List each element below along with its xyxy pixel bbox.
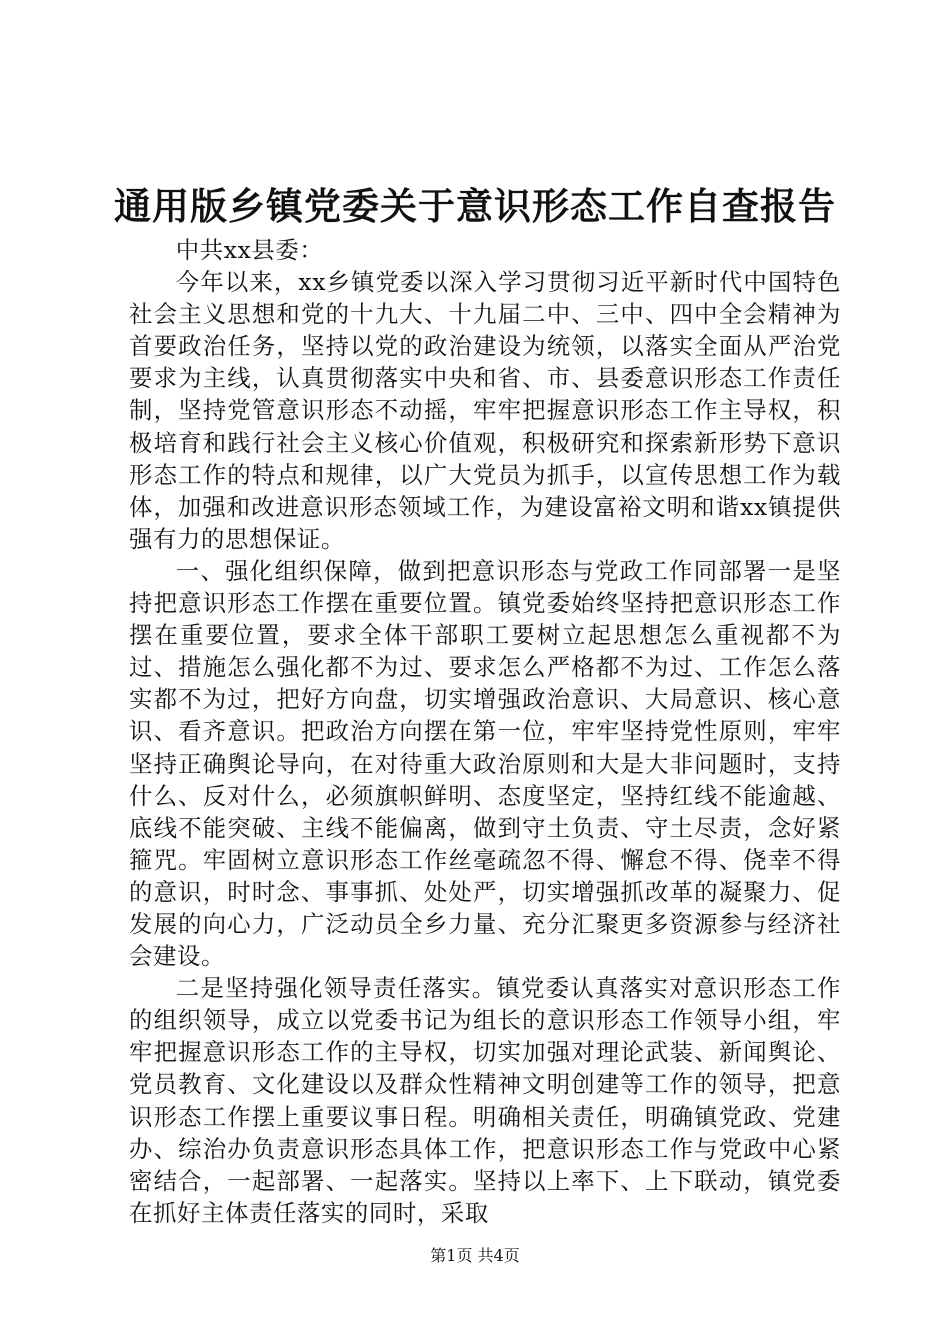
paragraph-intro: 今年以来，xx乡镇党委以深入学习贯彻习近平新时代中国特色社会主义思想和党的十九大、十九届二中、三中、四中全会精神为首要政治任务，坚持以党的政治建设为统领，以落实全面从严治党要求为主线，认真贯彻落实中央和省、市、县委意识形态工作责任制，坚持党管意识形态不动摇，牢牢把握意识形态工作主导权，积极培育和践行社会主义核心价值观，积极研究和探索新形势下意识形态工作的特点和规律，以广大党员为抓手，以宣传思想工作为载体，加强和改进意识形态领域工作，为建设富裕文明和谐xx镇提供强有力的思想保证。 xyxy=(129,268,841,553)
salutation: 中共xx县委： xyxy=(175,236,324,264)
paragraph-section-one: 一、强化组织保障，做到把意识形态与党政工作同部署一是坚持把意识形态工作摆在重要位置。镇党委始终坚持把意识形态工作摆在重要位置，要求全体干部职工要树立起思想怎么重视都不为过、措施怎么强化都不为过、要求怎么严格都不为过、工作怎么落实都不为过，把好方向盘，切实增强政治意识、大局意识、核心意识、看齐意识。把政治方向摆在第一位，牢牢坚持党性原则，牢牢坚持正确舆论导向，在对待重大政治原则和大是大非问题时，支持什么、反对什么，必须旗帜鲜明、态度坚定，坚持红线不能逾越、底线不能突破、主线不能偏离，做到守土负责、守土尽责，念好紧箍咒。牢固树立意识形态工作丝毫疏忽不得、懈怠不得、侥幸不得的意识，时时念、事事抓、处处严，切实增强抓改革的凝聚力、促发展的向心力，广泛动员全乡力量、充分汇聚更多资源参与经济社会建设。 xyxy=(129,556,841,971)
paragraph-section-two: 二是坚持强化领导责任落实。镇党委认真落实对意识形态工作的组织领导，成立以党委书记为组长的意识形态工作领导小组，牢牢把握意识形态工作的主导权，切实加强对理论武装、新闻舆论、党员教育、文化建设以及群众性精神文明创建等工作的领导，把意识形态工作摆上重要议事日程。明确相关责任，明确镇党政、党建办、综治办负责意识形态具体工作，把意识形态工作与党政中心紧密结合，一起部署、一起落实。坚持以上率下、上下联动，镇党委在抓好主体责任落实的同时，采取 xyxy=(129,974,841,1227)
page-footer: 第1页 共4页 xyxy=(430,1246,520,1265)
document-body xyxy=(129,234,841,1229)
document-title: 通用版乡镇党委关于意识形态工作自查报告 xyxy=(114,184,836,228)
